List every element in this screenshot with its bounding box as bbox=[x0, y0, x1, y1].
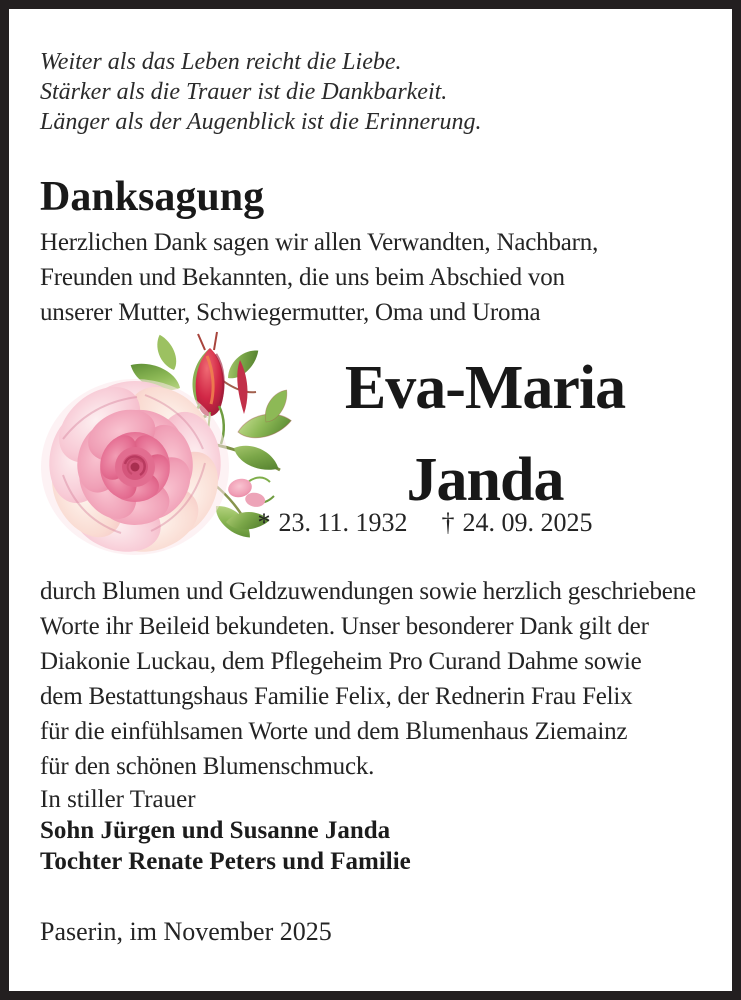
deceased-first-name: Eva-Maria bbox=[344, 354, 626, 422]
life-dates bbox=[140, 508, 710, 538]
thanks-paragraph bbox=[40, 574, 696, 784]
intro-paragraph bbox=[40, 225, 598, 330]
thanks-line: durch Blumen und Geldzuwendungen sowie herzlich geschriebene bbox=[40, 578, 696, 605]
intro-line: unserer Mutter, Schwiegermutter, Oma und Uroma bbox=[40, 299, 541, 326]
birth-date-value: 23. 11. 1932 bbox=[278, 508, 408, 537]
birth-date bbox=[257, 508, 407, 537]
place-date-line: Paserin, im November 2025 bbox=[40, 917, 332, 946]
thanks-line: Diakonie Luckau, dem Pflegeheim Pro Curand Dahme sowie bbox=[40, 648, 642, 675]
death-date bbox=[442, 508, 593, 537]
mourning-block bbox=[40, 784, 411, 877]
thanks-line: Worte ihr Beileid bekundeten. Unser besonderer Dank gilt der bbox=[40, 613, 649, 640]
death-cross-symbol: † bbox=[441, 508, 455, 537]
thanks-line: dem Bestattungshaus Familie Felix, der Rednerin Frau Felix bbox=[40, 683, 633, 710]
mourning-intro: In stiller Trauer bbox=[40, 786, 196, 813]
death-date-value: 24. 09. 2025 bbox=[462, 508, 593, 537]
mourner-line: Sohn Jürgen und Susanne Janda bbox=[40, 817, 391, 844]
epigraph-line: Stärker als die Trauer ist die Dankbarkeit. bbox=[40, 79, 448, 105]
thanks-line: für den schönen Blumenschmuck. bbox=[40, 753, 375, 780]
deceased-last-name: Janda bbox=[406, 446, 564, 514]
mourner-line: Tochter Renate Peters und Familie bbox=[40, 848, 411, 875]
page-title: Danksagung bbox=[40, 174, 265, 220]
epigraph bbox=[40, 47, 482, 137]
intro-line: Freunden und Bekannten, die uns beim Abschied von bbox=[40, 264, 565, 291]
epigraph-line: Länger als der Augenblick ist die Erinnerung. bbox=[40, 109, 482, 135]
thanks-line: für die einfühlsamen Worte und dem Blumenhaus Ziemainz bbox=[40, 718, 628, 745]
epigraph-line: Weiter als das Leben reicht die Liebe. bbox=[40, 49, 402, 75]
birth-star-symbol: * bbox=[257, 508, 271, 537]
intro-line: Herzlichen Dank sagen wir allen Verwandten, Nachbarn, bbox=[40, 229, 599, 256]
deceased-name bbox=[270, 342, 700, 526]
